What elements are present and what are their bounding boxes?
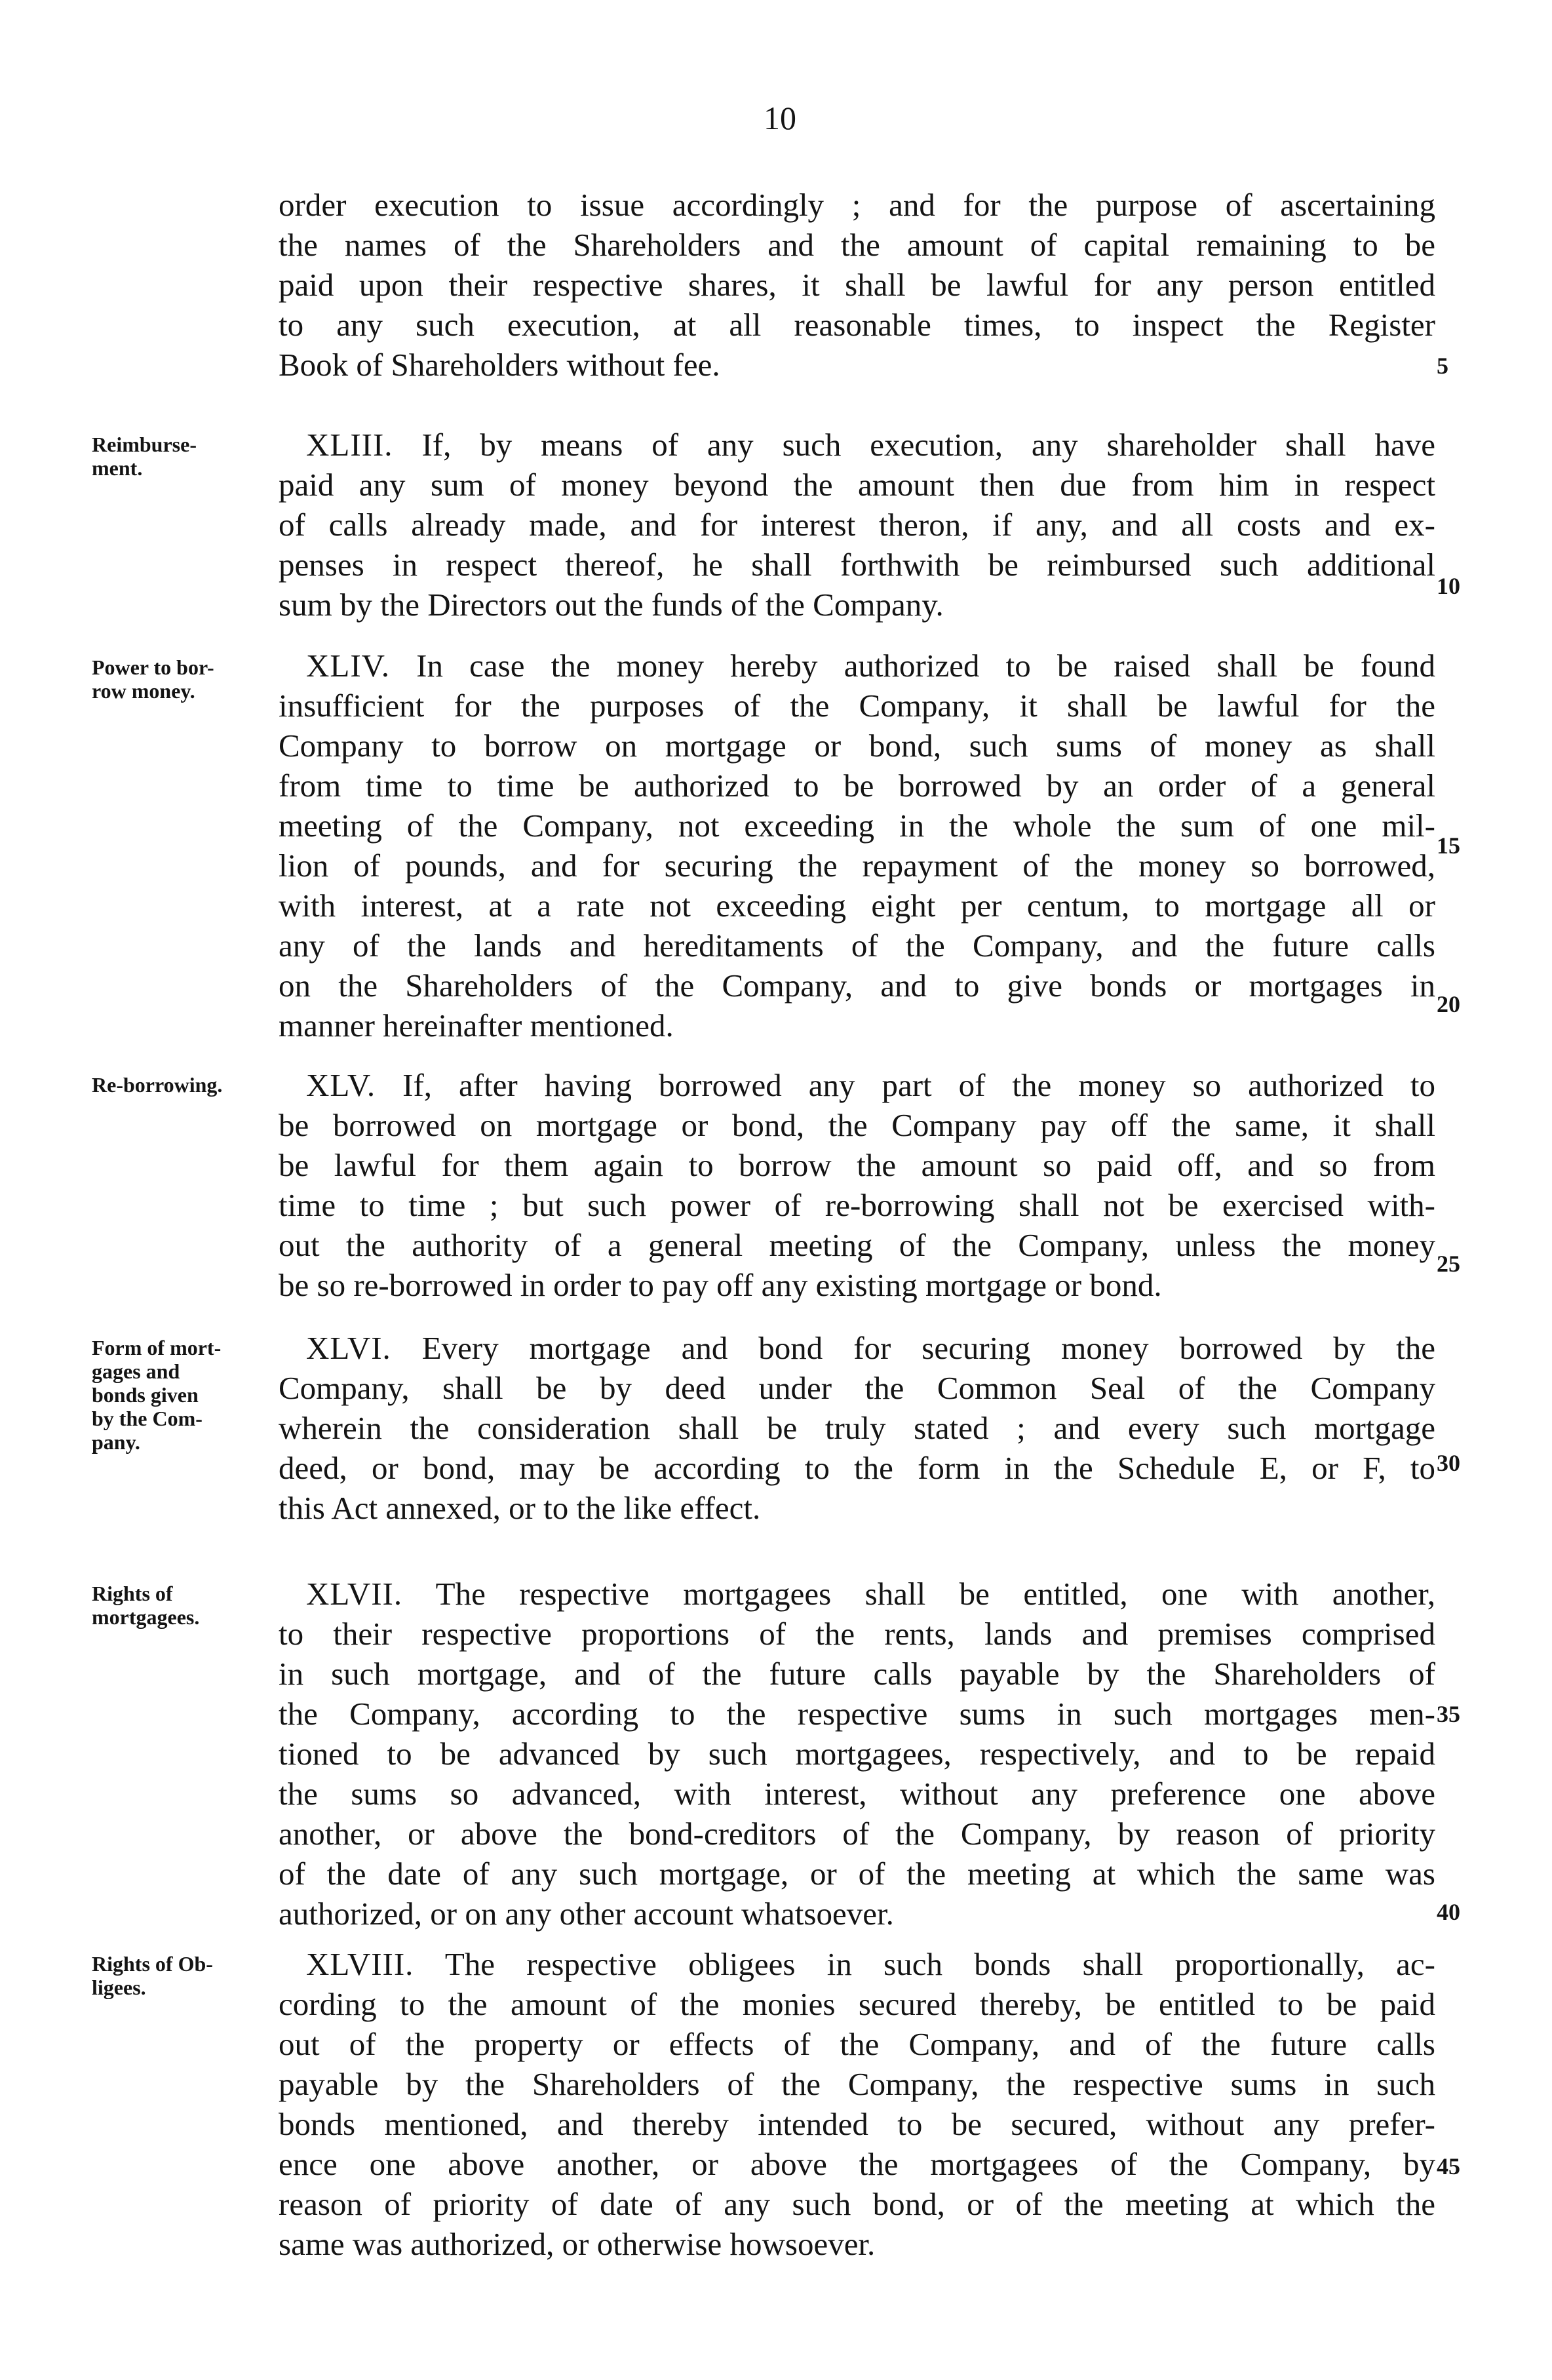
section-number: XLVI. bbox=[306, 1330, 391, 1366]
text-line: this Act annexed, or to the like effect. bbox=[279, 1490, 761, 1526]
section-xliii bbox=[279, 425, 1435, 625]
text-line: to any such execution, at all reasonable times, to inspect the Register bbox=[279, 307, 1435, 343]
section-number: XLVIII. bbox=[306, 1946, 414, 1982]
text-line: to their respective proportions of the rents, lands and premises comprised bbox=[279, 1616, 1435, 1652]
section-number: XLV. bbox=[306, 1067, 376, 1103]
margin-note-power-to-borrow bbox=[92, 655, 282, 703]
line-number: 45 bbox=[1437, 2153, 1460, 2179]
text-line: the Company, according to the respective sums in such mortgages men- bbox=[279, 1696, 1435, 1732]
text-line bbox=[279, 1944, 1435, 1984]
margin-note-line: Form of mort- bbox=[92, 1336, 222, 1359]
text-line: insufficient for the purposes of the Company, it shall be lawful for the bbox=[279, 688, 1435, 724]
margin-note-line: Re-borrowing. bbox=[92, 1073, 223, 1097]
text-line: be lawful for them again to borrow the amount so paid off, and so from bbox=[279, 1147, 1435, 1183]
line-text: In case the money hereby authorized to be raised shall be found bbox=[416, 648, 1436, 684]
text-line: cording to the amount of the monies secured thereby, be entitled to be paid bbox=[279, 1986, 1435, 2022]
section-xlvi bbox=[279, 1328, 1435, 1528]
line-number: 30 bbox=[1437, 1450, 1460, 1476]
text-line: paid any sum of money beyond the amount then due from him in respect bbox=[279, 467, 1435, 503]
line-number: 10 bbox=[1437, 573, 1460, 599]
text-line: payable by the Shareholders of the Company, the respective sums in such bbox=[279, 2066, 1435, 2102]
section-xliv bbox=[279, 646, 1435, 1045]
margin-note-line: Reimburse- bbox=[92, 433, 197, 456]
text-line: the sums so advanced, with interest, without any preference one above bbox=[279, 1776, 1435, 1812]
line-number: 35 bbox=[1437, 1701, 1460, 1727]
text-line: ence one above another, or above the mortgagees of the Company, by bbox=[279, 2146, 1435, 2182]
text-line: of calls already made, and for interest theron, if any, and all costs and ex- bbox=[279, 507, 1435, 543]
text-line bbox=[279, 1574, 1435, 1614]
text-line: reason of priority of date of any such bond, or of the meeting at which the bbox=[279, 2186, 1435, 2222]
margin-note-line: ligees. bbox=[92, 1976, 146, 1999]
section-xlviii bbox=[279, 1944, 1435, 2264]
text-line: from time to time be authorized to be borrowed by an order of a general bbox=[279, 768, 1435, 804]
text-line: on the Shareholders of the Company, and to give bonds or mortgages in bbox=[279, 967, 1435, 1004]
section-number: XLVII. bbox=[306, 1576, 403, 1612]
margin-note-rights-of-mortgagees bbox=[92, 1582, 282, 1629]
text-line: out of the property or effects of the Company, and of the future calls bbox=[279, 2026, 1435, 2062]
text-line: paid upon their respective shares, it shall be lawful for any person entitled bbox=[279, 267, 1435, 303]
margin-note-re-borrowing bbox=[92, 1073, 282, 1097]
text-line: wherein the consideration shall be truly stated ; and every such mortgage bbox=[279, 1410, 1435, 1446]
line-number: 25 bbox=[1437, 1251, 1460, 1277]
section-xlv bbox=[279, 1065, 1435, 1305]
margin-note-line: mortgagees. bbox=[92, 1605, 200, 1629]
text-line: order execution to issue accordingly ; and for the purpose of ascertaining bbox=[279, 187, 1435, 223]
text-line: with interest, at a rate not exceeding eight per centum, to mortgage all or bbox=[279, 888, 1435, 924]
margin-note-reimbursement bbox=[92, 433, 282, 480]
margin-note-rights-of-obligees bbox=[92, 1952, 282, 1999]
margin-note-line: pany. bbox=[92, 1430, 140, 1454]
line-number: 15 bbox=[1437, 832, 1460, 859]
paragraph-continuation bbox=[279, 185, 1435, 385]
text-line: authorized, or on any other account whatsoever. bbox=[279, 1896, 894, 1932]
text-line: sum by the Directors out the funds of the Company. bbox=[279, 587, 944, 623]
text-line: the names of the Shareholders and the amount of capital remaining to be bbox=[279, 227, 1435, 263]
section-number: XLIV. bbox=[306, 648, 390, 684]
margin-note-line: Rights of Ob- bbox=[92, 1952, 213, 1976]
text-line: lion of pounds, and for securing the repayment of the money so borrowed, bbox=[279, 848, 1435, 884]
margin-note-line: bonds given bbox=[92, 1383, 199, 1407]
line-text: If, after having borrowed any part of the money so authorized to bbox=[402, 1067, 1436, 1103]
text-line: manner hereinafter mentioned. bbox=[279, 1007, 674, 1044]
margin-note-line: gages and bbox=[92, 1359, 180, 1383]
text-line bbox=[279, 1328, 1435, 1368]
margin-note-line: Rights of bbox=[92, 1582, 173, 1605]
text-line: out the authority of a general meeting of the Company, unless the money bbox=[279, 1227, 1435, 1263]
margin-note-form-of-mortgages bbox=[92, 1336, 282, 1454]
text-line: deed, or bond, may be according to the form in the Schedule E, or F, to bbox=[279, 1450, 1435, 1486]
text-line: tioned to be advanced by such mortgagees, respectively, and to be repaid bbox=[279, 1736, 1435, 1772]
margin-note-line: row money. bbox=[92, 679, 195, 703]
line-text: Every mortgage and bond for securing money borrowed by the bbox=[421, 1330, 1435, 1366]
text-line: of the date of any such mortgage, or of the meeting at which the same was bbox=[279, 1856, 1435, 1892]
section-number: XLIII. bbox=[306, 427, 393, 463]
line-text: The respective obligees in such bonds shall proportionally, ac- bbox=[444, 1946, 1435, 1982]
text-line: Book of Shareholders without fee. bbox=[279, 347, 720, 383]
line-text: If, by means of any such execution, any shareholder shall have bbox=[421, 427, 1435, 463]
text-line bbox=[279, 1065, 1435, 1105]
text-line: time to time ; but such power of re-borrowing shall not be exercised with- bbox=[279, 1187, 1435, 1223]
text-line bbox=[279, 646, 1435, 686]
text-line: same was authorized, or otherwise howsoever. bbox=[279, 2226, 876, 2262]
line-text: The respective mortgagees shall be entitled, one with another, bbox=[435, 1576, 1435, 1612]
text-line: bonds mentioned, and thereby intended to be secured, without any prefer- bbox=[279, 2106, 1435, 2142]
text-line: penses in respect thereof, he shall forthwith be reimbursed such additional bbox=[279, 547, 1435, 583]
page-number: 10 bbox=[764, 100, 796, 136]
text-line: be so re-borrowed in order to pay off any existing mortgage or bond. bbox=[279, 1267, 1162, 1303]
text-line: be borrowed on mortgage or bond, the Company pay off the same, it shall bbox=[279, 1107, 1435, 1143]
text-line: meeting of the Company, not exceeding in the whole the sum of one mil- bbox=[279, 808, 1435, 844]
margin-note-line: by the Com- bbox=[92, 1407, 203, 1430]
text-line: another, or above the bond-creditors of the Company, by reason of priority bbox=[279, 1816, 1435, 1852]
section-xlvii bbox=[279, 1574, 1435, 1934]
text-line: Company, shall be by deed under the Common Seal of the Company bbox=[279, 1370, 1435, 1406]
text-line: Company to borrow on mortgage or bond, such sums of money as shall bbox=[279, 728, 1435, 764]
text-line: any of the lands and hereditaments of the Company, and the future calls bbox=[279, 927, 1435, 964]
text-line: in such mortgage, and of the future calls payable by the Shareholders of bbox=[279, 1656, 1435, 1692]
line-number: 20 bbox=[1437, 991, 1460, 1017]
margin-note-line: ment. bbox=[92, 456, 143, 480]
text-line bbox=[279, 425, 1435, 465]
margin-note-line: Power to bor- bbox=[92, 655, 214, 679]
line-number: 5 bbox=[1437, 353, 1448, 379]
line-number: 40 bbox=[1437, 1899, 1460, 1925]
